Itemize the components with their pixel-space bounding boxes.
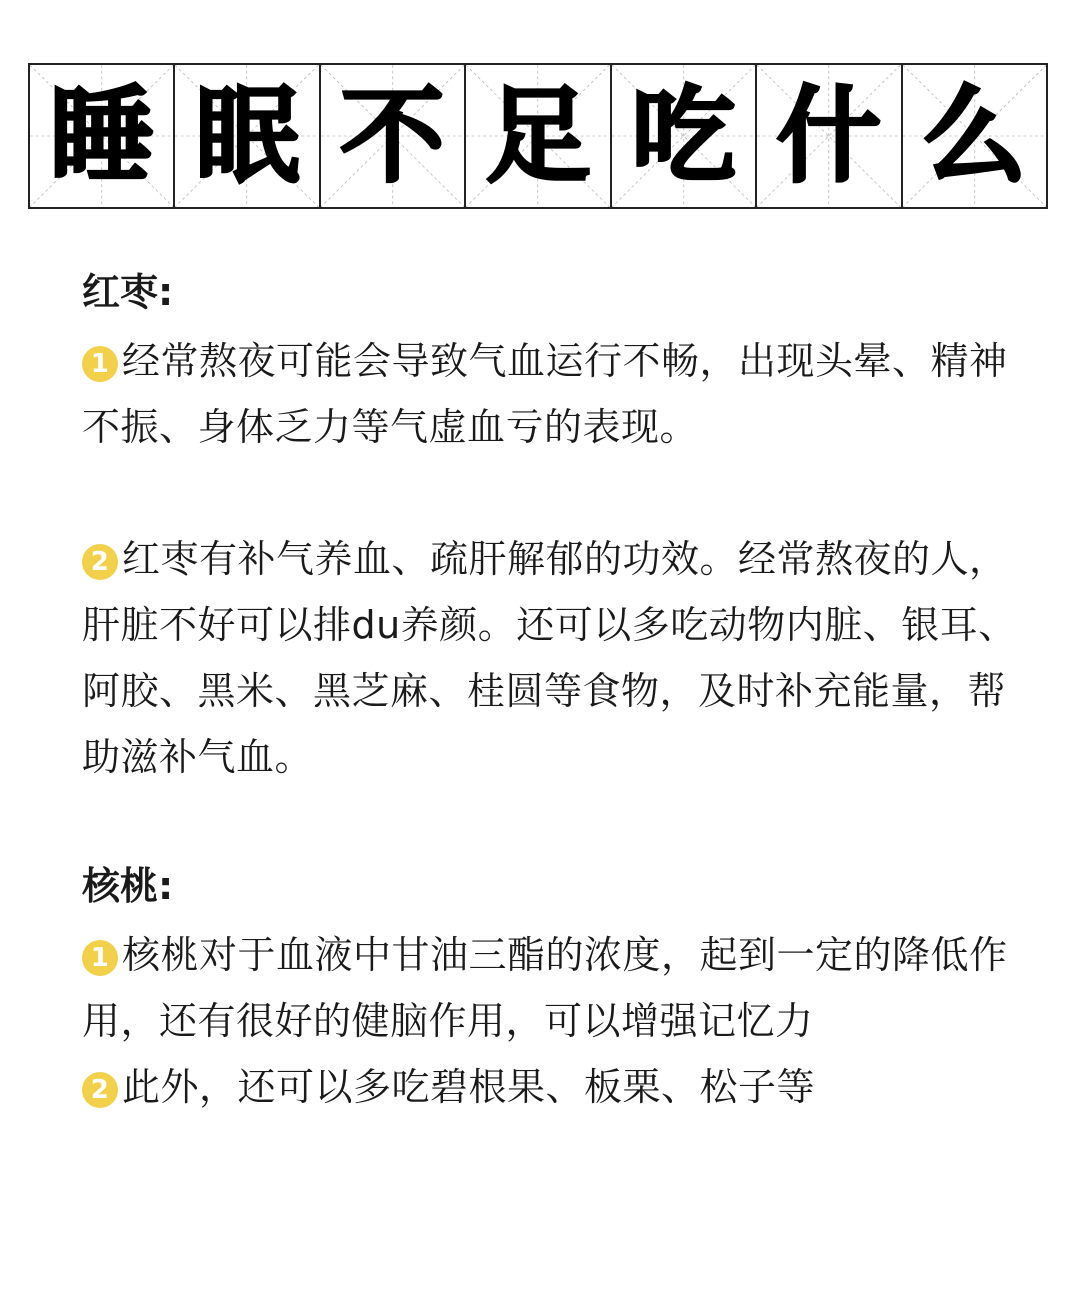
section-red-dates (82, 262, 1022, 790)
title-cell (321, 65, 466, 207)
title-char: 足 (485, 75, 590, 197)
article-body (82, 262, 1022, 1120)
title-cell (612, 65, 757, 207)
title-char: 不 (340, 75, 445, 197)
title-char: 眠 (195, 75, 300, 197)
section-walnuts (82, 856, 1022, 1120)
list-item (82, 922, 1022, 1054)
title-char: 吃 (631, 75, 736, 197)
item-text: 经常熬夜可能会导致气血运行不畅，出现头晕、精神不振、身体乏力等气虚血亏的表现。 (82, 339, 1008, 449)
title-grid (28, 63, 1048, 209)
list-item (82, 328, 1022, 460)
section-heading: 红枣: (82, 270, 174, 314)
title-cell (466, 65, 611, 207)
title-char: 么 (922, 75, 1027, 197)
list-item (82, 1054, 1022, 1120)
title-char: 睡 (49, 75, 154, 197)
number-one-icon: 1 (82, 940, 118, 976)
section-heading: 核桃: (82, 864, 174, 908)
list-item (82, 526, 1022, 790)
item-text: 核桃对于血液中甘油三酯的浓度，起到一定的降低作用，还有很好的健脑作用，可以增强记忆力 (82, 933, 1008, 1043)
number-one-icon: 1 (82, 346, 118, 382)
title-cell (757, 65, 902, 207)
title-cell (903, 65, 1046, 207)
number-two-icon: 2 (82, 544, 118, 580)
item-text: 此外，还可以多吃碧根果、板栗、松子等 (122, 1065, 816, 1109)
title-char: 什 (776, 75, 881, 197)
number-two-icon: 2 (82, 1072, 118, 1108)
title-cell (175, 65, 320, 207)
title-cell (30, 65, 175, 207)
item-text: 红枣有补气养血、疏肝解郁的功效。经常熬夜的人，肝脏不好可以排du养颜。还可以多吃动物内脏、银耳、阿胶、黑米、黑芝麻、桂圆等食物，及时补充能量，帮助滋补气血。 (82, 537, 1017, 779)
